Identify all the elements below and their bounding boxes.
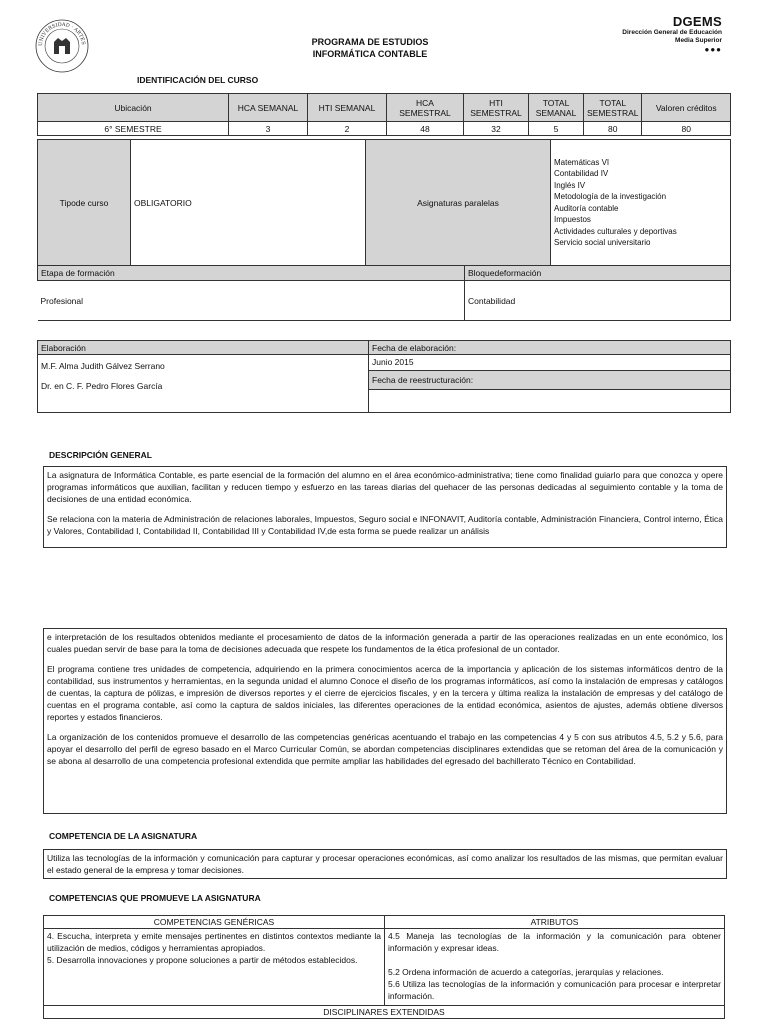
svg-text:UNIVERSIDAD · ARTES: UNIVERSIDAD · ARTES (37, 21, 87, 47)
atributo-4-5: 4.5 Maneja las tecnologías de la información y la comunicación para obtener información y expresar ideas. (388, 931, 721, 953)
descripcion-p1: La asignatura de Informática Contable, es parte esencial de la formación del alumno en el área económico-administrativa; tiene como finalidad guiarlo para que conozca y opere programas informáticos que auxilian, facilitan y reducen tiempo y esfuerzo en las tareas diarias del quehacer de las personas dedicadas al seguimiento contable y la toma de decisiones de una entidad económica. (47, 470, 723, 504)
elaboracion-table (37, 340, 731, 413)
col-total-semestral: TOTAL SEMESTRAL (584, 94, 642, 122)
val-hti-semestral: 32 (464, 122, 529, 136)
atributo-5-2: 5.2 Ordena información de acuerdo a categorías, jerarquías y relaciones. (388, 967, 664, 977)
genericas-cell (44, 929, 385, 1006)
bloque-label: Bloquedeformación (465, 266, 731, 281)
disciplinares-extendidas-header: DISCIPLINARES EXTENDIDAS (44, 1006, 725, 1019)
col-hca-semestral: HCA SEMESTRAL (387, 94, 464, 122)
descripcion-p5: La organización de los contenidos promueve el desarrollo de las competencias genéricas acentuando el trabajo en las competencias 4 y 5 con sus atributos 4.5, 5.2 y 5.6, para apoyar el desarrollo del perfil de egreso basado en el Marco Curricular Común, se abordan competencias disciplinares extendidas que se retoman del área de la comunicación y se abona al desarrollo de una competencia profesional extendida que permite ampliar las habilidades del egresado del bachillerato Técnico en Contabilidad. (47, 732, 723, 766)
val-valor-creditos: 80 (642, 122, 731, 136)
col-hti-semanal: HTI SEMANAL (308, 94, 387, 122)
col-total-semanal: TOTAL SEMANAL (529, 94, 584, 122)
asignatura-item: Metodología de la investigación (554, 192, 667, 201)
asignatura-item: Inglés IV (554, 180, 586, 190)
asignatura-item: Auditoría contable (554, 203, 619, 213)
descripcion-box-1 (43, 466, 727, 548)
asignaturas-paralelas-list (551, 140, 731, 266)
val-ubicacion: 6° SEMESTRE (38, 122, 229, 136)
col-competencias-genericas: COMPETENCIAS GENÉRICAS (44, 916, 385, 929)
author-2: Dr. en C. F. Pedro Flores García (41, 381, 163, 391)
asignatura-item: Servicio social universitario (554, 238, 651, 247)
dgems-abbr: DGEMS (672, 14, 722, 29)
asignatura-item: Actividades culturales y deportivas (554, 226, 677, 236)
descripcion-p4: El programa contiene tres unidades de competencia, adquiriendo en la primera conocimientos acerca de la importancia y aplicación de los sistemas informáticos dentro de la contabilidad, sus instrumentos y herramientas, en la segunda unidad el alumno Conoce el diseño de los programas informáticos, así como la instalación de empresas y catálogos de cuentas, la captura de pólizas, e impresión de diversos reportes y el cierre de ejercicios fiscales, y en la tercera y última realiza la instalación de empresas y del catálogo de cuentas en el programa contable, así como la captura de saldos iniciales, las diferentes operaciones de la entidad económica, asientos de ajustes, además obtiene diversos reportes y estados financieros. (47, 664, 723, 722)
atributos-cell (385, 929, 725, 1006)
val-total-semestral: 80 (584, 122, 642, 136)
promueve-heading: COMPETENCIAS QUE PROMUEVE LA ASIGNATURA (49, 893, 261, 903)
author-1: M.F. Alma Judith Gálvez Serrano (41, 361, 165, 371)
tipo-curso-table (37, 139, 731, 266)
competencia-box (43, 849, 727, 879)
elaboracion-authors (38, 355, 369, 413)
competencia-heading: COMPETENCIA DE LA ASIGNATURA (49, 831, 198, 841)
title-line2: INFORMÁTICA CONTABLE (312, 49, 428, 59)
col-hti-semestral: HTI SEMESTRAL (464, 94, 529, 122)
val-hca-semanal: 3 (229, 122, 308, 136)
generica-4: 4. Escucha, interpreta y emite mensajes pertinentes en distintos contextos mediante la utilización de medios, códigos y herramientas apropiados. (47, 931, 381, 953)
dgems-dots: ●●● (704, 45, 722, 54)
fecha-reestructuracion-value (369, 390, 730, 412)
dgems-logo (622, 14, 722, 54)
competencia-text: Utiliza las tecnologías de la información y comunicación para capturar y procesar operaciones económicas, así como analizar los resultados de las mismas, que permitan evaluar el estado general de la empresa y tomar decisiones. (47, 853, 723, 875)
asignaturas-paralelas-label: Asignaturas paralelas (366, 140, 551, 266)
val-hti-semanal: 2 (308, 122, 387, 136)
descripcion-p2: Se relaciona con la materia de Administración de relaciones laborales, Impuestos, Seguro social e INFONAVIT, Auditoría contable, Administración Financiera, Control interno, Ética y Valores, Contabilidad I, Contabilidad II, Contabilidad III y Contabilidad IV,de esta forma se puede realizar un análisis (47, 514, 723, 536)
etapa-value: Profesional (38, 281, 465, 321)
title-line1: PROGRAMA DE ESTUDIOS (311, 37, 429, 47)
dgems-line2: Media Superior (675, 37, 722, 44)
atributo-5-6: 5.6 Utiliza las tecnologías de la información y comunicación para procesar e interpretar información. (388, 979, 721, 1001)
col-atributos: ATRIBUTOS (385, 916, 725, 929)
bloque-value: Contabilidad (465, 281, 731, 321)
descripcion-p3: e interpretación de los resultados obtenidos mediante el procesamiento de datos de la información generada a partir de las operaciones realizadas en un ente económico, los cuales puedan servir de base para la toma de decisiones adecuada que respete los fundamentos de la ética profesional de un contador. (47, 632, 723, 654)
tipo-curso-label: Tipode curso (38, 140, 131, 266)
col-valor-creditos: Valoren créditos (642, 94, 731, 122)
fecha-reestructuracion-label: Fecha de reestructuración: (369, 371, 730, 390)
descripcion-box-2 (43, 628, 727, 814)
val-hca-semestral: 48 (387, 122, 464, 136)
col-hca-semanal: HCA SEMANAL (229, 94, 308, 122)
tipo-curso-value: OBLIGATORIO (131, 140, 366, 266)
identificacion-heading: IDENTIFICACIÓN DEL CURSO (137, 75, 259, 85)
competencias-table (43, 915, 725, 1019)
descripcion-heading: DESCRIPCIÓN GENERAL (49, 450, 152, 460)
asignatura-item: Matemáticas VI (554, 157, 610, 167)
etapa-label: Etapa de formación (38, 266, 465, 281)
fechas-cell (369, 355, 731, 413)
fecha-elaboracion-label: Fecha de elaboración: (369, 341, 731, 355)
col-ubicacion: Ubicación (38, 94, 229, 122)
dgems-line1: Dirección General de Educación (622, 29, 722, 36)
etapa-table (37, 265, 731, 321)
elaboracion-label: Elaboración (38, 341, 369, 355)
fecha-elaboracion-value: Junio 2015 (369, 355, 730, 371)
identificacion-table (37, 93, 731, 136)
val-total-semanal: 5 (529, 122, 584, 136)
asignatura-item: Contabilidad IV (554, 169, 609, 178)
generica-5: 5. Desarrolla innovaciones y propone soluciones a partir de métodos establecidos. (47, 955, 358, 965)
asignatura-item: Impuestos (554, 215, 591, 224)
